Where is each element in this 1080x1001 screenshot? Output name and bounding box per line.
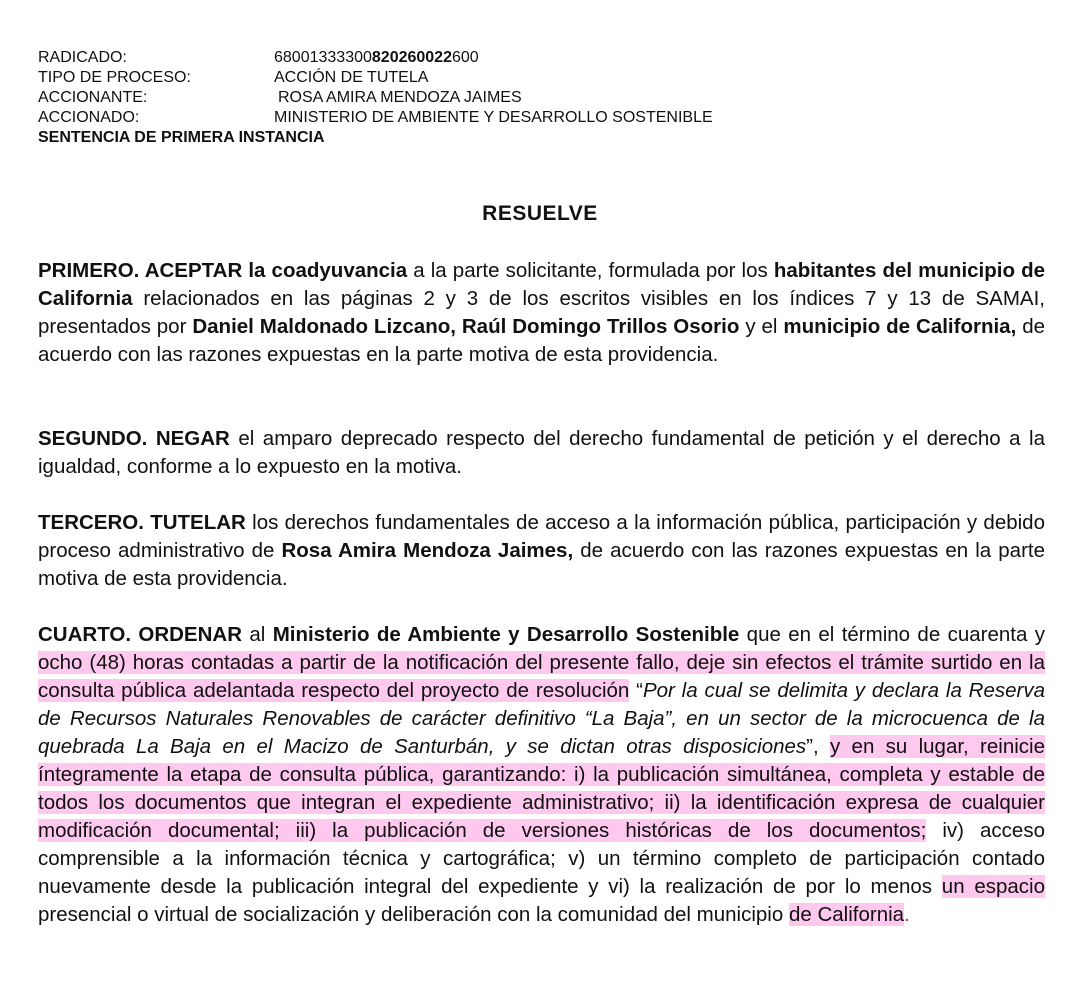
paragraph-segundo: SEGUNDO. NEGAR el amparo deprecado respecto del derecho fundamental de petición y el derecho a la igualdad, conforme a lo expuesto en la motiva. — [38, 427, 1046, 478]
highlight-span: ocho (48) horas contadas a partir de la notificación del presente fallo, deje sin efectos el trámite surtido en la consulta pública adelantada respecto del proyecto de resolución — [38, 651, 1045, 702]
tipo-proceso-row — [38, 68, 713, 88]
tipo-proceso-label: TIPO DE PROCESO: — [38, 69, 191, 86]
radicado-label: RADICADO: — [38, 49, 127, 66]
paragraph-primero: PRIMERO. ACEPTAR la coadyuvancia a la parte solicitante, formulada por los habitantes del municipio de California relacionados en las páginas 2 y 3 de los escritos visibles en los índices 7 y 13 de SAMAI, presentados por Daniel Maldonado Lizcano, Raúl Domingo Trillos Osorio y el municipio de California, de acuerdo con las razones expuestas en la parte motiva de esta providencia. — [38, 259, 1046, 366]
highlight-span: un espacio — [941, 875, 1045, 898]
accionante-value: ROSA AMIRA MENDOZA JAIMES — [278, 89, 522, 106]
resuelve-title: RESUELVE — [482, 202, 598, 225]
paragraph-tercero: TERCERO. TUTELAR los derechos fundamentales de acceso a la información pública, participación y debido proceso administrativo de Rosa Amira Mendoza Jaimes, de acuerdo con las razones expuestas en la parte motiva de esta providencia. — [38, 511, 1045, 590]
radicado-row — [38, 48, 713, 68]
accionado-label: ACCIONADO: — [38, 109, 140, 126]
accionado-value: MINISTERIO DE AMBIENTE Y DESARROLLO SOSTENIBLE — [274, 109, 713, 126]
radicado-value: 68001333300820260022600 — [274, 49, 479, 66]
tipo-proceso-value: ACCIÓN DE TUTELA — [274, 69, 429, 86]
sentencia-label: SENTENCIA DE PRIMERA INSTANCIA — [38, 129, 325, 146]
case-header — [38, 48, 713, 148]
highlight-span: y en su lugar, reinicie íntegramente la etapa de consulta pública, garantizando: i) la publicación simultánea, completa y estable de todos los documentos que integran el expediente administrativo; ii) la identificación expresa de cualquier modificación documental; iii) la publicación de versiones históricas de los documentos; — [38, 735, 1045, 842]
accionante-row — [38, 88, 713, 108]
accionado-row — [38, 108, 713, 128]
paragraph-cuarto: CUARTO. ORDENAR al Ministerio de Ambiente y Desarrollo Sostenible que en el término de cuarenta y ocho (48) horas contadas a partir de la notificación del presente fallo, deje sin efectos el trámite surtido en la consulta pública adelantada respecto del proyecto de resolución “Por la cual se delimita y declara la Reserva de Recursos Naturales Renovables de carácter definitivo “La Baja”, en un sector de la microcuenca de la quebrada La Baja en el Macizo de Santurbán, y se dictan otras disposiciones”, y en su lugar, reinicie íntegramente la etapa de consulta pública, garantizando: i) la publicación simultánea, completa y estable de todos los documentos que integran el expediente administrativo; ii) la identificación expresa de cualquier modificación documental; iii) la publicación de versiones históricas de los documentos; iv) acceso comprensible a la información técnica y cartográfica; v) un término completo de participación contado nuevamente desde la publicación integral del expediente y vi) la realización de por lo menos un espacio presencial o virtual de socialización y deliberación con la comunidad del municipio de California. — [38, 623, 1045, 926]
highlight-span: de California — [788, 903, 905, 926]
accionante-label: ACCIONANTE: — [38, 89, 148, 106]
